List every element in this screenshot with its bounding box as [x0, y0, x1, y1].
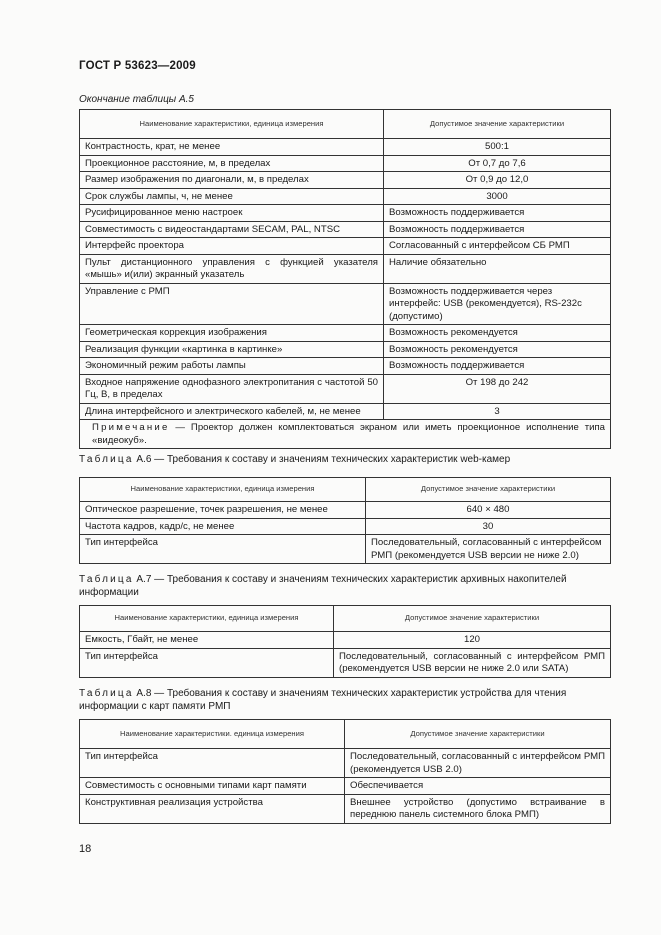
cell-value: Согласованный с интерфейсом СБ РМП	[384, 238, 611, 255]
cell-value: Последовательный, согласованный с интерфейсом РМП (рекомендуется USB 2.0)	[345, 749, 611, 778]
cell-name: Экономичный режим работы лампы	[80, 358, 384, 375]
table-row	[80, 374, 611, 403]
cell-name: Размер изображения по диагонали, м, в пределах	[80, 172, 384, 189]
cell-name: Тип интерфейса	[80, 535, 366, 564]
cell-value: Возможность поддерживается	[384, 358, 611, 375]
column-header: Наименование характеристики, единица измерения	[80, 606, 334, 632]
table-row	[80, 403, 611, 420]
table-a5	[79, 109, 611, 449]
page-number: 18	[79, 843, 92, 855]
table-row	[80, 325, 611, 342]
table-row	[80, 749, 611, 778]
table-row	[80, 648, 611, 677]
cell-value: Обеспечивается	[345, 778, 611, 795]
table-row	[80, 358, 611, 375]
cell-value: Наличие обязательно	[384, 254, 611, 283]
column-header: Наименование характеристики, единица измерения	[80, 478, 366, 502]
column-header: Допустимое значение характеристики	[366, 478, 611, 502]
cell-value: Возможность рекомендуется	[384, 325, 611, 342]
cell-value: Возможность поддерживается через интерфейс: USB (рекомендуется), RS-232c (допустимо)	[384, 283, 611, 325]
table-note-row	[80, 420, 611, 449]
cell-name: Оптическое разрешение, точек разрешения, не менее	[80, 502, 366, 519]
table-a8	[79, 719, 611, 824]
cell-name: Русифицированное меню настроек	[80, 205, 384, 222]
table-row	[80, 794, 611, 823]
note-label: Примечание	[92, 422, 170, 433]
cell-name: Реализация функции «картинка в картинке»	[80, 341, 384, 358]
cell-value: 3	[384, 403, 611, 420]
cell-name: Проекционное расстояние, м, в пределах	[80, 155, 384, 172]
table-row	[80, 221, 611, 238]
cell-name: Частота кадров, кадр/с, не менее	[80, 518, 366, 535]
table-row	[80, 188, 611, 205]
cell-value: Последовательный, согласованный с интерфейсом РМП (рекомендуется USB версии не ниже 2.0 или SATA)	[334, 648, 611, 677]
table-note	[80, 420, 611, 449]
cell-value: От 198 до 242	[384, 374, 611, 403]
cell-name: Пульт дистанционного управления с функцией указателя «мышь» и(или) экранный указатель	[80, 254, 384, 283]
table-row	[80, 172, 611, 189]
cell-value: Внешнее устройство (допустимо встраивание в переднюю панель системного блока РМП)	[345, 794, 611, 823]
cell-value: 3000	[384, 188, 611, 205]
table-label: Таблица	[79, 574, 134, 585]
cell-value: Последовательный, согласованный с интерфейсом РМП (рекомендуется USB версии не ниже 2.0)	[366, 535, 611, 564]
table-row	[80, 254, 611, 283]
cell-name: Контрастность, крат, не менее	[80, 139, 384, 156]
column-header: Наименование характеристики, единица измерения	[80, 110, 384, 139]
cell-name: Тип интерфейса	[80, 648, 334, 677]
column-header: Наименование характеристики. единица измерения	[80, 720, 345, 749]
cell-value: Возможность рекомендуется	[384, 341, 611, 358]
cell-name: Совместимость с основными типами карт памяти	[80, 778, 345, 795]
note-text: — Проектор должен комплектоваться экраном или иметь проекционное исполнение типа «видеокуб».	[92, 422, 605, 446]
table-row	[80, 778, 611, 795]
column-header: Допустимое значение характеристики	[384, 110, 611, 139]
table-a6	[79, 477, 611, 564]
caption-text: А.7 — Требования к составу и значениям технических характеристик архивных накопителей информации	[79, 574, 567, 598]
table-a7	[79, 605, 611, 678]
table-row	[80, 283, 611, 325]
table-a8-caption	[79, 687, 610, 713]
table-row	[80, 238, 611, 255]
column-header: Допустимое значение характеристики	[345, 720, 611, 749]
cell-value: От 0,7 до 7,6	[384, 155, 611, 172]
cell-name: Геометрическая коррекция изображения	[80, 325, 384, 342]
cell-value: 500:1	[384, 139, 611, 156]
cell-name: Совместимость с видеостандартами SECAM, PAL, NTSC	[80, 221, 384, 238]
cell-name: Управление с РМП	[80, 283, 384, 325]
cell-value: Возможность поддерживается	[384, 221, 611, 238]
caption-text: А.6 — Требования к составу и значениям технических характеристик web-камер	[133, 454, 511, 465]
table-a5-caption: Окончание таблицы А.5	[79, 94, 194, 105]
table-row	[80, 155, 611, 172]
caption-text: А.8 — Требования к составу и значениям технических характеристик устройства для чтения информации с карт памяти РМП	[79, 688, 567, 712]
cell-value: От 0,9 до 12,0	[384, 172, 611, 189]
table-row	[80, 139, 611, 156]
table-row	[80, 632, 611, 649]
cell-name: Конструктивная реализация устройства	[80, 794, 345, 823]
column-header: Допустимое значение характеристики	[334, 606, 611, 632]
cell-value: 640 × 480	[366, 502, 611, 519]
table-a7-caption	[79, 573, 610, 599]
table-label: Таблица	[79, 454, 134, 465]
table-row	[80, 518, 611, 535]
cell-name: Входное напряжение однофазного электропитания с частотой 50 Гц, В, в пределах	[80, 374, 384, 403]
cell-name: Срок службы лампы, ч, не менее	[80, 188, 384, 205]
cell-name: Тип интерфейса	[80, 749, 345, 778]
cell-name: Длина интерфейсного и электрического кабелей, м, не менее	[80, 403, 384, 420]
table-a6-caption	[79, 453, 610, 466]
cell-value: 120	[334, 632, 611, 649]
cell-value: 30	[366, 518, 611, 535]
document-header: ГОСТ Р 53623—2009	[79, 60, 196, 72]
cell-name: Емкость, Гбайт, не менее	[80, 632, 334, 649]
table-label: Таблица	[79, 688, 134, 699]
table-row	[80, 502, 611, 519]
cell-value: Возможность поддерживается	[384, 205, 611, 222]
table-row	[80, 341, 611, 358]
table-row	[80, 205, 611, 222]
cell-name: Интерфейс проектора	[80, 238, 384, 255]
table-row	[80, 535, 611, 564]
